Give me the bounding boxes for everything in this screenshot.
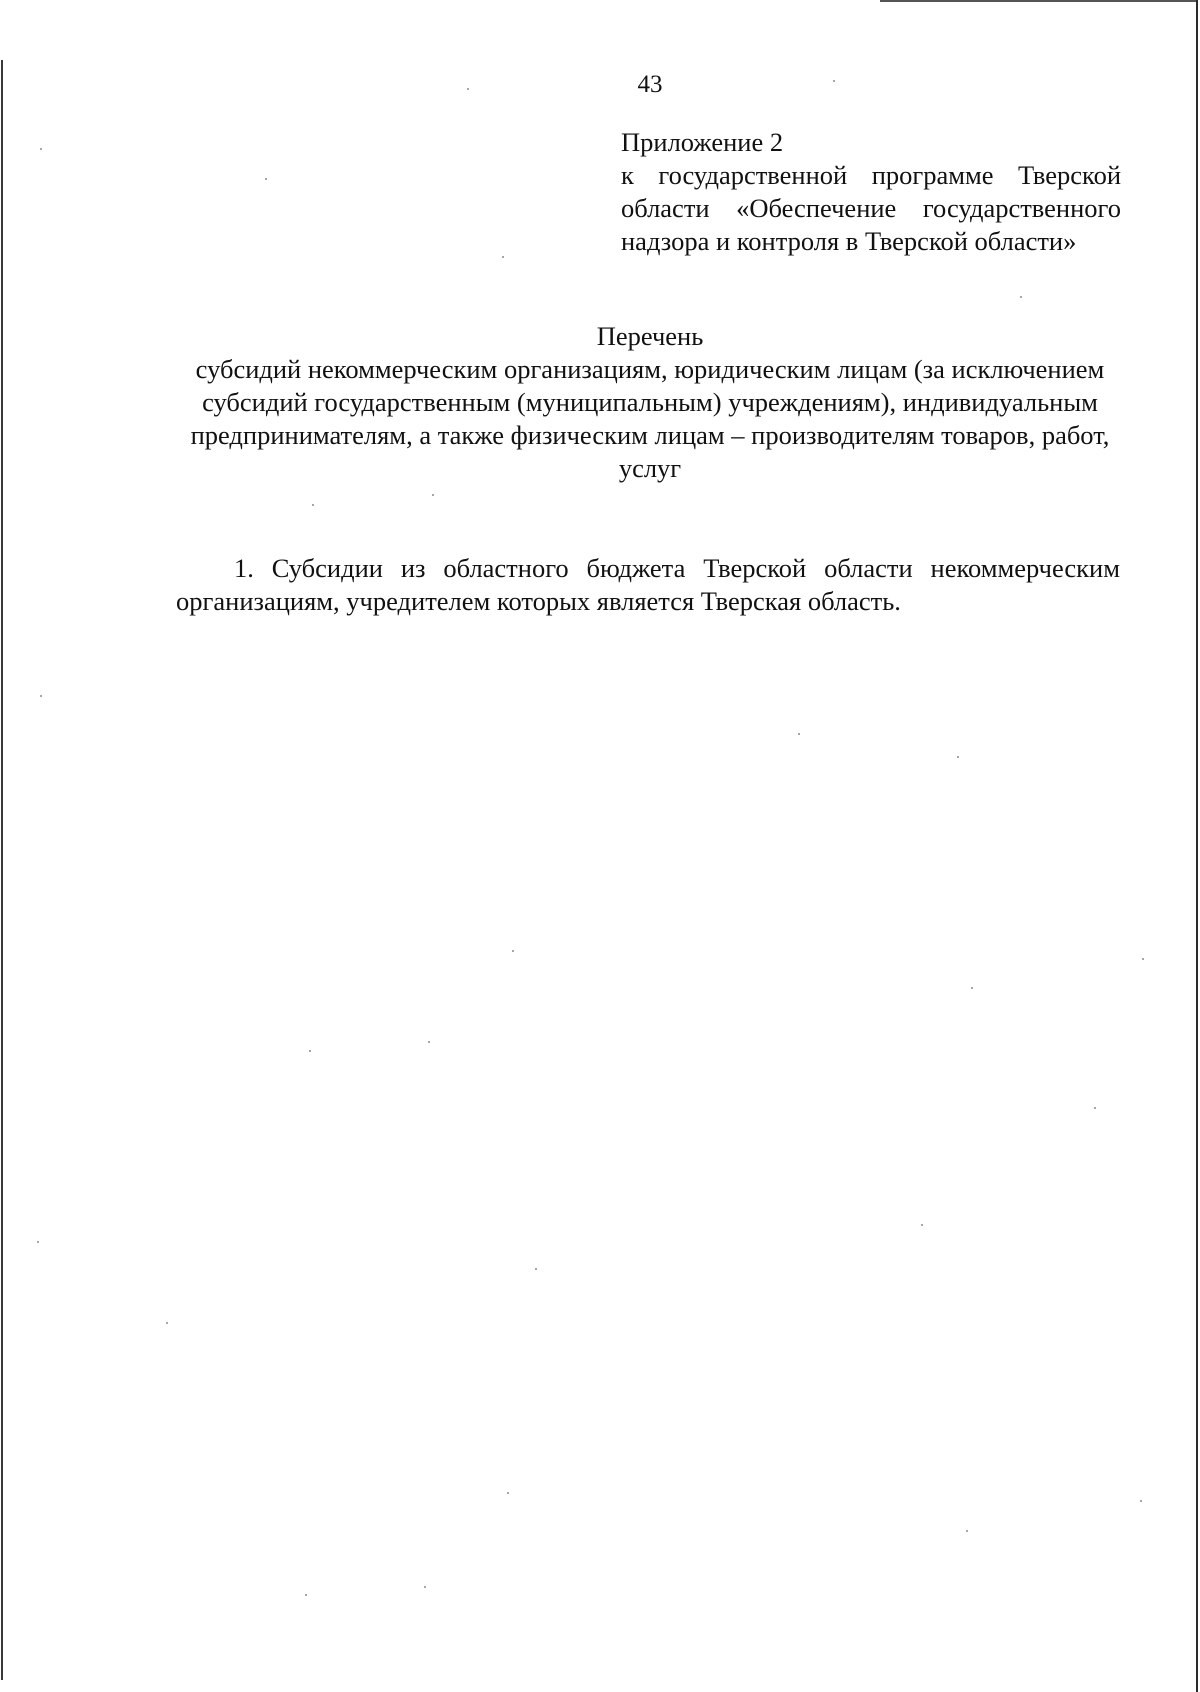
scan-speck	[40, 148, 42, 150]
scan-speck	[957, 756, 959, 758]
scan-speck	[507, 1492, 509, 1494]
scan-edge-top	[880, 0, 1196, 2]
scan-speck	[265, 178, 267, 180]
scan-speck	[971, 987, 973, 989]
heading-title: Перечень	[596, 321, 704, 351]
appendix-block	[621, 126, 1121, 258]
scan-edge-right	[1196, 0, 1198, 1692]
scan-speck	[966, 1530, 968, 1532]
scan-speck	[37, 1241, 39, 1243]
scan-speck	[1020, 296, 1022, 298]
scan-speck	[305, 1594, 307, 1596]
appendix-text: к государственной программе Тверской области «Обеспечение государственного надзора и контроля в Тверской области»	[621, 160, 1121, 256]
scan-speck	[40, 695, 42, 697]
scan-speck	[1142, 958, 1144, 960]
scan-speck	[166, 1322, 168, 1324]
scan-speck	[512, 950, 514, 952]
scan-speck	[467, 88, 469, 90]
scan-speck	[309, 1050, 311, 1052]
heading-subtitle: субсидий некоммерческим организациям, юридическим лицам (за исключением субсидий государственным (муниципальным) учреждениям), индивидуальным предпринимателям, а также физическим лицам – производителям товаров, работ, услуг	[190, 354, 1110, 483]
scan-speck	[424, 1586, 426, 1588]
scan-speck	[798, 733, 800, 735]
scan-speck	[312, 504, 314, 506]
scan-edge-left	[1, 60, 3, 1680]
scan-speck	[1140, 1500, 1142, 1502]
scan-speck	[428, 1041, 430, 1043]
scan-speck	[502, 256, 504, 258]
scan-speck	[921, 1224, 923, 1226]
scan-speck	[432, 494, 434, 496]
document-heading	[160, 320, 1140, 485]
appendix-title: Приложение 2	[621, 127, 784, 157]
scan-speck	[1094, 1107, 1096, 1109]
scan-speck	[833, 80, 835, 82]
body-paragraph-1: 1. Субсидии из областного бюджета Тверской области некоммерческим организациям, учредителем которых является Тверская область.	[176, 553, 1120, 616]
scan-speck	[535, 1268, 537, 1270]
page-number: 43	[637, 71, 663, 98]
